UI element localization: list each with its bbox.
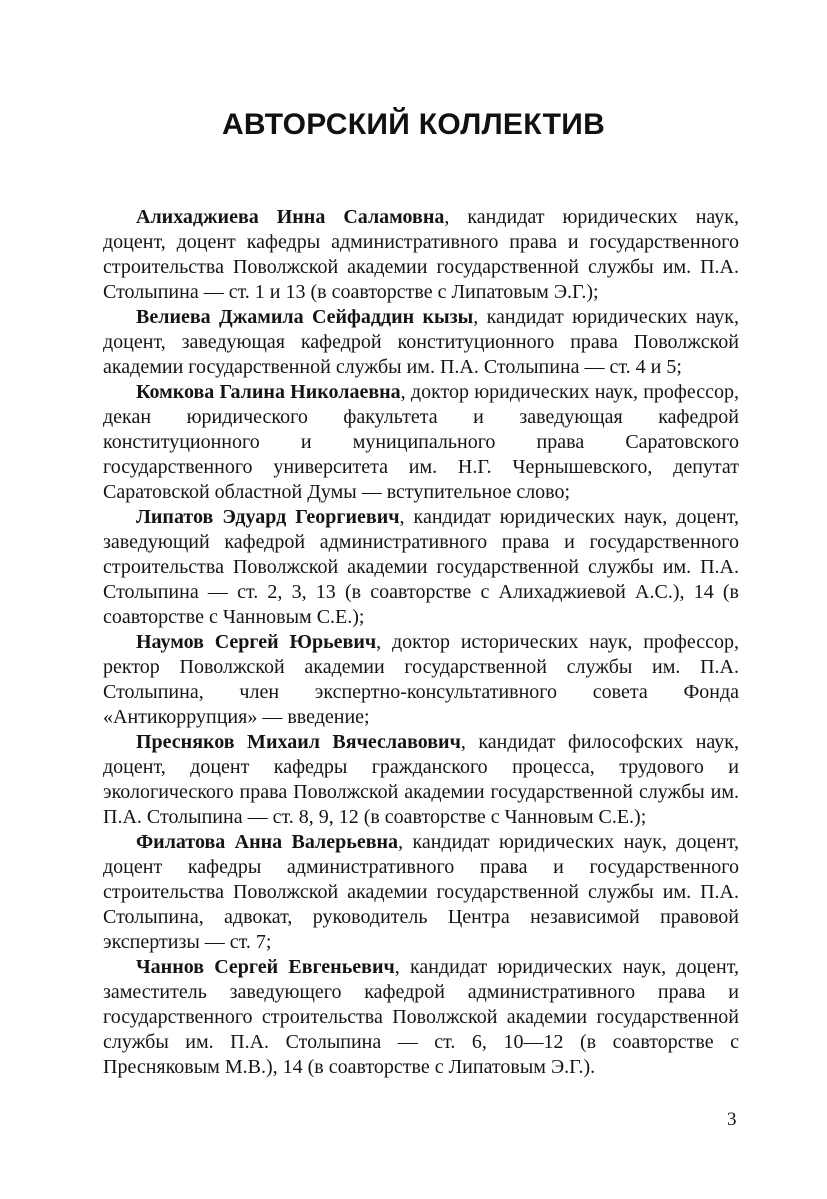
author-entry [103, 830, 739, 955]
author-description: , кандидат юридических наук, доцент, заместитель заведующего кафедрой административного права и государственного строительства Поволжской академии государственной службы им. П.А. Столыпина — ст. 6, 10—12 (в соавторстве с Пресняковым М.В.), 14 (в соавторстве с Липатовым Э.Г.). [103, 956, 739, 1078]
author-description: , кандидат юридических наук, доцент, заведующая кафедрой конституционного права Поволжской академии государственной службы им. П.А. Столыпина — ст. 4 и 5; [103, 306, 740, 378]
author-name: Чаннов Сергей Евгеньевич [136, 956, 395, 978]
author-description: , кандидат юридических наук, доцент, доцент кафедры административного права и государственного строительства Поволжской академии государственной службы им. П.А. Столыпина — ст. 1 и 13 (в соавторстве с Липатовым Э.Г.); [103, 206, 740, 303]
author-name: Филатова Анна Валерьевна [136, 831, 399, 853]
author-name: Наумов Сергей Юрьевич [136, 631, 377, 653]
author-name: Комкова Галина Николаевна [136, 381, 401, 403]
author-description: , доктор юридических наук, профессор, декан юридического факультета и заведующая кафедрой конституционного и муниципального права Саратовского государственного университета им. Н.Г. Чернышевского, депутат Саратовской областной Думы — вступительное слово; [103, 381, 739, 503]
author-entry [103, 205, 739, 305]
author-name: Липатов Эдуард Георгиевич [136, 506, 400, 528]
author-name: Алихаджиева Инна Саламовна [136, 206, 445, 228]
author-entry [103, 630, 739, 730]
author-description: , кандидат юридических наук, доцент, доцент кафедры административного права и государственного строительства Поволжской академии государственной службы им. П.А. Столыпина, адвокат, руководитель Центра независимой правовой экспертизы — ст. 7; [103, 831, 739, 953]
author-entry [103, 955, 739, 1080]
author-entry [103, 505, 739, 630]
author-entry [103, 380, 739, 505]
author-description: , доктор исторических наук, профессор, ректор Поволжской академии государственной службы им. П.А. Столыпина, член экспертно-консультативного совета Фонда «Антикоррупция» — введение; [103, 631, 739, 728]
page-number: 3 [727, 1109, 737, 1130]
author-description: , кандидат философских наук, доцент, доцент кафедры гражданского процесса, трудового и экологического права Поволжской академии государственной службы им. П.А. Столыпина — ст. 8, 9, 12 (в соавторстве с Чанновым С.Е.); [103, 731, 739, 828]
author-name: Велиева Джамила Сейфаддин кызы [136, 306, 474, 328]
page-title: АВТОРСКИЙ КОЛЛЕКТИВ [221, 108, 606, 141]
author-entry [103, 730, 739, 830]
author-name: Пресняков Михаил Вячеславович [136, 731, 461, 753]
author-list [103, 205, 739, 1080]
author-description: , кандидат юридических наук, доцент, заведующий кафедрой административного права и государственного строительства Поволжской академии государственной службы им. П.А. Столыпина — ст. 2, 3, 13 (в соавторстве с Алихаджиевой А.С.), 14 (в соавторстве с Чанновым С.Е.); [103, 506, 739, 628]
author-entry [103, 305, 739, 380]
